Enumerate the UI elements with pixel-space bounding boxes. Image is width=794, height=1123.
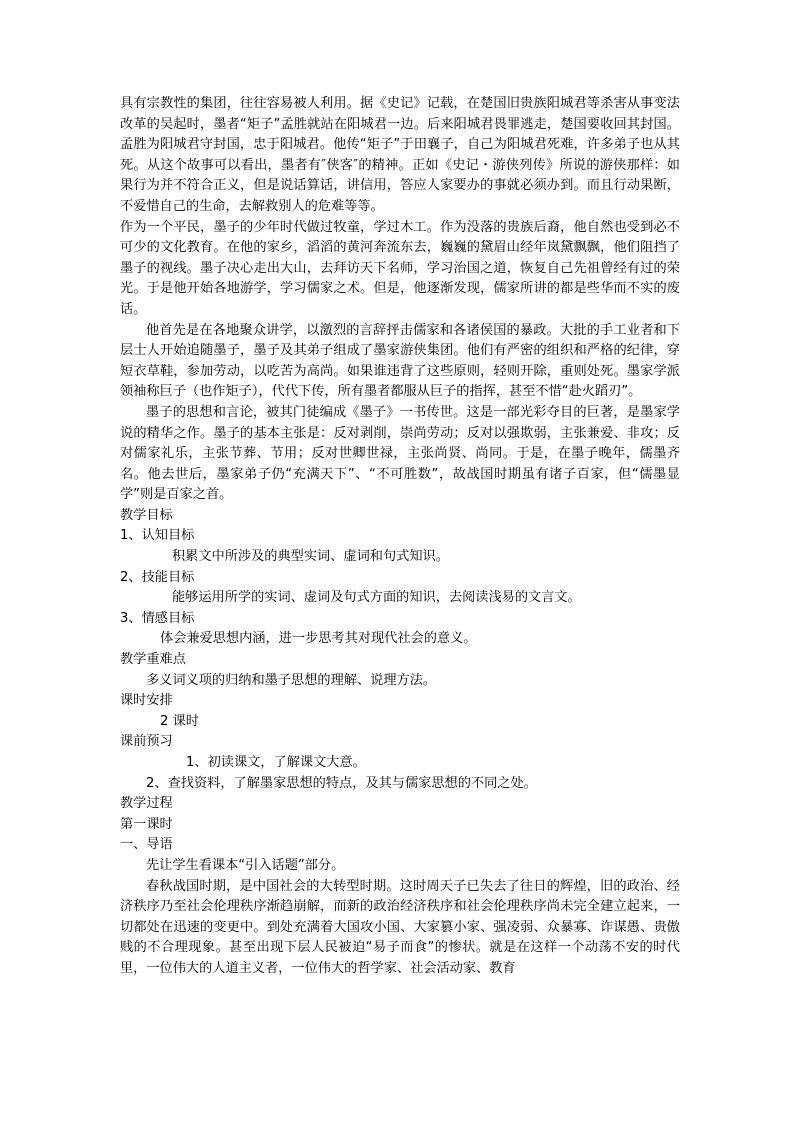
heading-first-lesson: 第一课时 <box>120 816 173 832</box>
paragraph-mohist-knights: 具有宗教性的集团，往往容易被人利用。据《史记》记载，在楚国旧贵族阳城君等杀害从事变法改革的吴起时，墨者“矩子”孟胜就站在阳城君一边。后来阳城君畏罪逃走，楚国要收回其封国。孟胜为阳城君守封国，忠于阳城君。他传“矩子”于田襄子，自己为阳城君死难，许多弟子也从其死。从这个故事可以看出，墨者有″侠客″的精神。正如《史记・游侠列传》所说的游侠那样：如果行为并不符合正义，但是说话算话，讲信用，答应人家要办的事就必须办到。而且行动果断，不爱惜自己的生命，去解救别人的危难等等。 <box>120 96 680 214</box>
document-page <box>120 94 680 980</box>
introduction-text-2: 春秋战国时期，是中国社会的大转型时期。这时周天子已失去了往日的辉煌，旧的政治、经济秩序乃至社会伦理秩序渐趋崩解，而新的政治经济秩序和社会伦理秩序尚未完全建立起来，一切都处在迅速的变更中。到处充满着大国攻小国、大家篡小家、强凌弱、众暴寡、诈谋愚、贵傲贱的不合理现象。甚至出现下层人民被迫“易子而食”的惨状。就是在这样一个动荡不安的时代里，一位伟大的人道主义者，一位伟大的哲学家、社会活动家、教育 <box>120 878 680 976</box>
paragraph-mozi-youth: 作为一个平民，墨子的少年时代做过牧童，学过木工。作为没落的贵族后裔，他自然也受到必不可少的文化教育。在他的家乡，滔滔的黄河奔流东去，巍巍的黛眉山经年岚黛飘飘，他们阻挡了墨子的视线。墨子决心走出大山，去拜访天下名师，学习治国之道，恢复自己先祖曾经有过的荣光。于是他开始各地游学，学习儒家之术。但是，他逐渐发现，儒家所讲的都是些华而不实的废话。 <box>120 219 680 317</box>
introduction-text-1: 先让学生看课本“引入话题”部分。 <box>146 857 345 873</box>
goal-heading-emotion: 3、情感目标 <box>120 610 195 626</box>
heading-teaching-goals: 教学目标 <box>120 507 173 523</box>
paragraph-mozi-thought: 墨子的思想和言论，被其门徒编成《墨子》一书传世。这是一部光彩夺目的巨著，是墨家学说的精华之作。墨子的基本主张是：反对剥削，崇尚劳动；反对以强欺弱，主张兼爱、非攻；反对儒家礼乐，主张节葬、节用；反对世卿世禄，主张尚贤、尚同。于是，在墨子晚年，儒墨齐名。他去世后，墨家弟子仍“充满天下”、“不可胜数”，故战国时期虽有诸子百家，但“儒墨显学”则是百家之首。 <box>120 404 680 503</box>
preview-item-2: 2、查找资料，了解墨家思想的特点，及其与儒家思想的不同之处。 <box>146 775 537 791</box>
key-points-text: 多义词义项的归纳和墨子思想的理解、说理方法。 <box>146 672 437 688</box>
heading-introduction: 一、导语 <box>120 837 173 853</box>
goal-text-skill: 能够运用所学的实词、虚词及句式方面的知识，去阅读浅易的文言文。 <box>172 590 581 606</box>
heading-key-points: 教学重难点 <box>120 652 186 668</box>
goal-text-emotion: 体会兼爱思想内涵，进一步思考其对现代社会的意义。 <box>160 631 477 647</box>
paragraph-mozi-teaching: 他首先是在各地聚众讲学，以激烈的言辞抨击儒家和各诸侯国的暴政。大批的手工业者和下层士人开始追随墨子，墨子及其弟子组成了墨家游侠集团。他们有严密的组织和严格的纪律，穿短衣草鞋，参加劳动，以吃苦为高尚。如果谁违背了这些原则，轻则开除，重则处死。墨家学派领袖称巨子（也作矩子），代代下传，所有墨者都服从巨子的指挥，甚至不惜“赴火蹈刃”。 <box>120 322 680 400</box>
goal-text-cognitive: 积累文中所涉及的典型实词、虚词和句式知识。 <box>172 549 449 565</box>
heading-preview: 课前预习 <box>120 734 173 750</box>
heading-schedule: 课时安排 <box>120 693 173 709</box>
preview-item-1: 1、初读课文，了解课文大意。 <box>186 755 366 770</box>
goal-heading-cognitive: 1、认知目标 <box>120 528 195 544</box>
schedule-text: 2 课时 <box>160 713 199 729</box>
heading-teaching-process: 教学过程 <box>120 796 173 812</box>
goal-heading-skill: 2、技能目标 <box>120 569 195 585</box>
